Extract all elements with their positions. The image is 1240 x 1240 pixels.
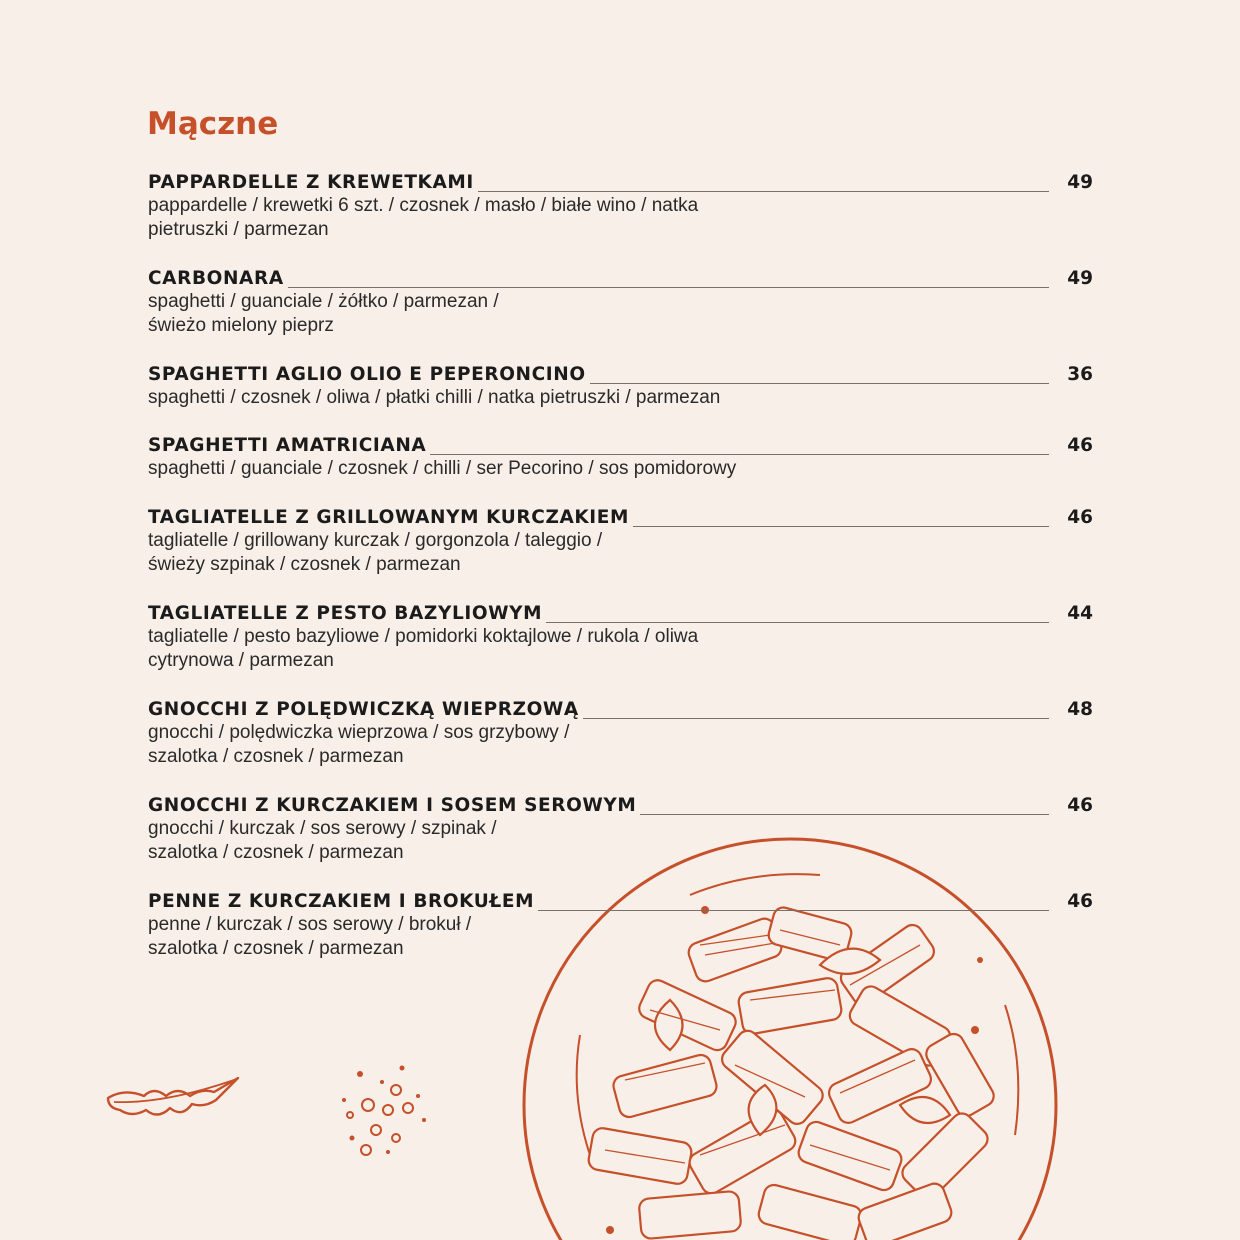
menu-item-header [148, 168, 1093, 194]
menu-item-description: gnocchi / polędwiczka wieprzowa / sos grzybowy / szalotka / czosnek / parmezan [148, 722, 570, 767]
menu-item-description: pappardelle / krewetki 6 szt. / czosnek / masło / białe wino / natka pietruszki / parmezan [148, 195, 699, 240]
menu-item [148, 431, 1093, 481]
menu-item-header [148, 887, 1093, 913]
menu-item-price: 49 [1067, 268, 1093, 289]
menu-item-price: 46 [1067, 435, 1093, 456]
menu-item-header [148, 264, 1093, 290]
menu-item-name: CARBONARA [148, 268, 284, 289]
menu-item-price: 48 [1067, 699, 1093, 720]
dotted-leader [288, 287, 1049, 288]
menu-item-header [148, 599, 1093, 625]
menu-item-price: 49 [1067, 172, 1093, 193]
menu-item-description: penne / kurczak / sos serowy / brokuł / szalotka / czosnek / parmezan [148, 914, 472, 959]
dotted-leader [430, 454, 1049, 455]
menu-item-description: spaghetti / guanciale / czosnek / chilli / ser Pecorino / sos pomidorowy [148, 458, 737, 479]
menu-item-name: PAPPARDELLE Z KREWETKAMI [148, 172, 474, 193]
menu-item-price: 46 [1067, 891, 1093, 912]
menu-item-name: GNOCCHI Z POLĘDWICZKĄ WIEPRZOWĄ [148, 699, 579, 720]
menu-item-description: spaghetti / guanciale / żółtko / parmezan / świeżo mielony pieprz [148, 291, 499, 336]
menu-item-price: 46 [1067, 507, 1093, 528]
menu-item [148, 168, 1093, 242]
menu-item-price: 36 [1067, 364, 1093, 385]
menu-item-name: TAGLIATELLE Z GRILLOWANYM KURCZAKIEM [148, 507, 630, 528]
menu-item [148, 360, 1093, 410]
dotted-leader [590, 383, 1049, 384]
menu-item-description: tagliatelle / grillowany kurczak / gorgonzola / taleggio / świeży szpinak / czosnek / parmezan [148, 530, 603, 575]
menu-item-name: GNOCCHI Z KURCZAKIEM I SOSEM SEROWYM [148, 795, 637, 816]
menu-item-description: gnocchi / kurczak / sos serowy / szpinak / szalotka / czosnek / parmezan [148, 818, 497, 863]
menu-item-header [148, 503, 1093, 529]
menu-item [148, 695, 1093, 769]
menu-item [148, 599, 1093, 673]
menu-item-description: tagliatelle / pesto bazyliowe / pomidorki koktajlowe / rukola / oliwa cytrynowa / parmezan [148, 626, 699, 671]
menu-item-header [148, 431, 1093, 457]
dotted-leader [478, 191, 1049, 192]
menu-item-name: SPAGHETTI AGLIO OLIO E PEPERONCINO [148, 364, 586, 385]
menu-item-name: PENNE Z KURCZAKIEM I BROKUŁEM [148, 891, 535, 912]
menu-item [148, 264, 1093, 338]
dotted-leader [538, 910, 1049, 911]
dotted-leader [640, 814, 1049, 815]
menu-item-header [148, 360, 1093, 386]
dotted-leader [583, 718, 1049, 719]
menu-item [148, 503, 1093, 577]
menu-item-name: TAGLIATELLE Z PESTO BAZYLIOWYM [148, 603, 543, 624]
menu-item-header [148, 791, 1093, 817]
dotted-leader [633, 526, 1049, 527]
dotted-leader [546, 622, 1049, 623]
menu-item-description: spaghetti / czosnek / oliwa / płatki chilli / natka pietruszki / parmezan [148, 387, 721, 408]
section-title: Mączne [147, 106, 279, 142]
menu-item-price: 44 [1067, 603, 1093, 624]
arugula-leaf-icon [104, 1074, 244, 1130]
peppercorns-icon [336, 1060, 432, 1160]
menu-item-name: SPAGHETTI AMATRICIANA [148, 435, 427, 456]
menu-item [148, 887, 1093, 961]
menu-item-header [148, 695, 1093, 721]
menu-item-price: 46 [1067, 795, 1093, 816]
